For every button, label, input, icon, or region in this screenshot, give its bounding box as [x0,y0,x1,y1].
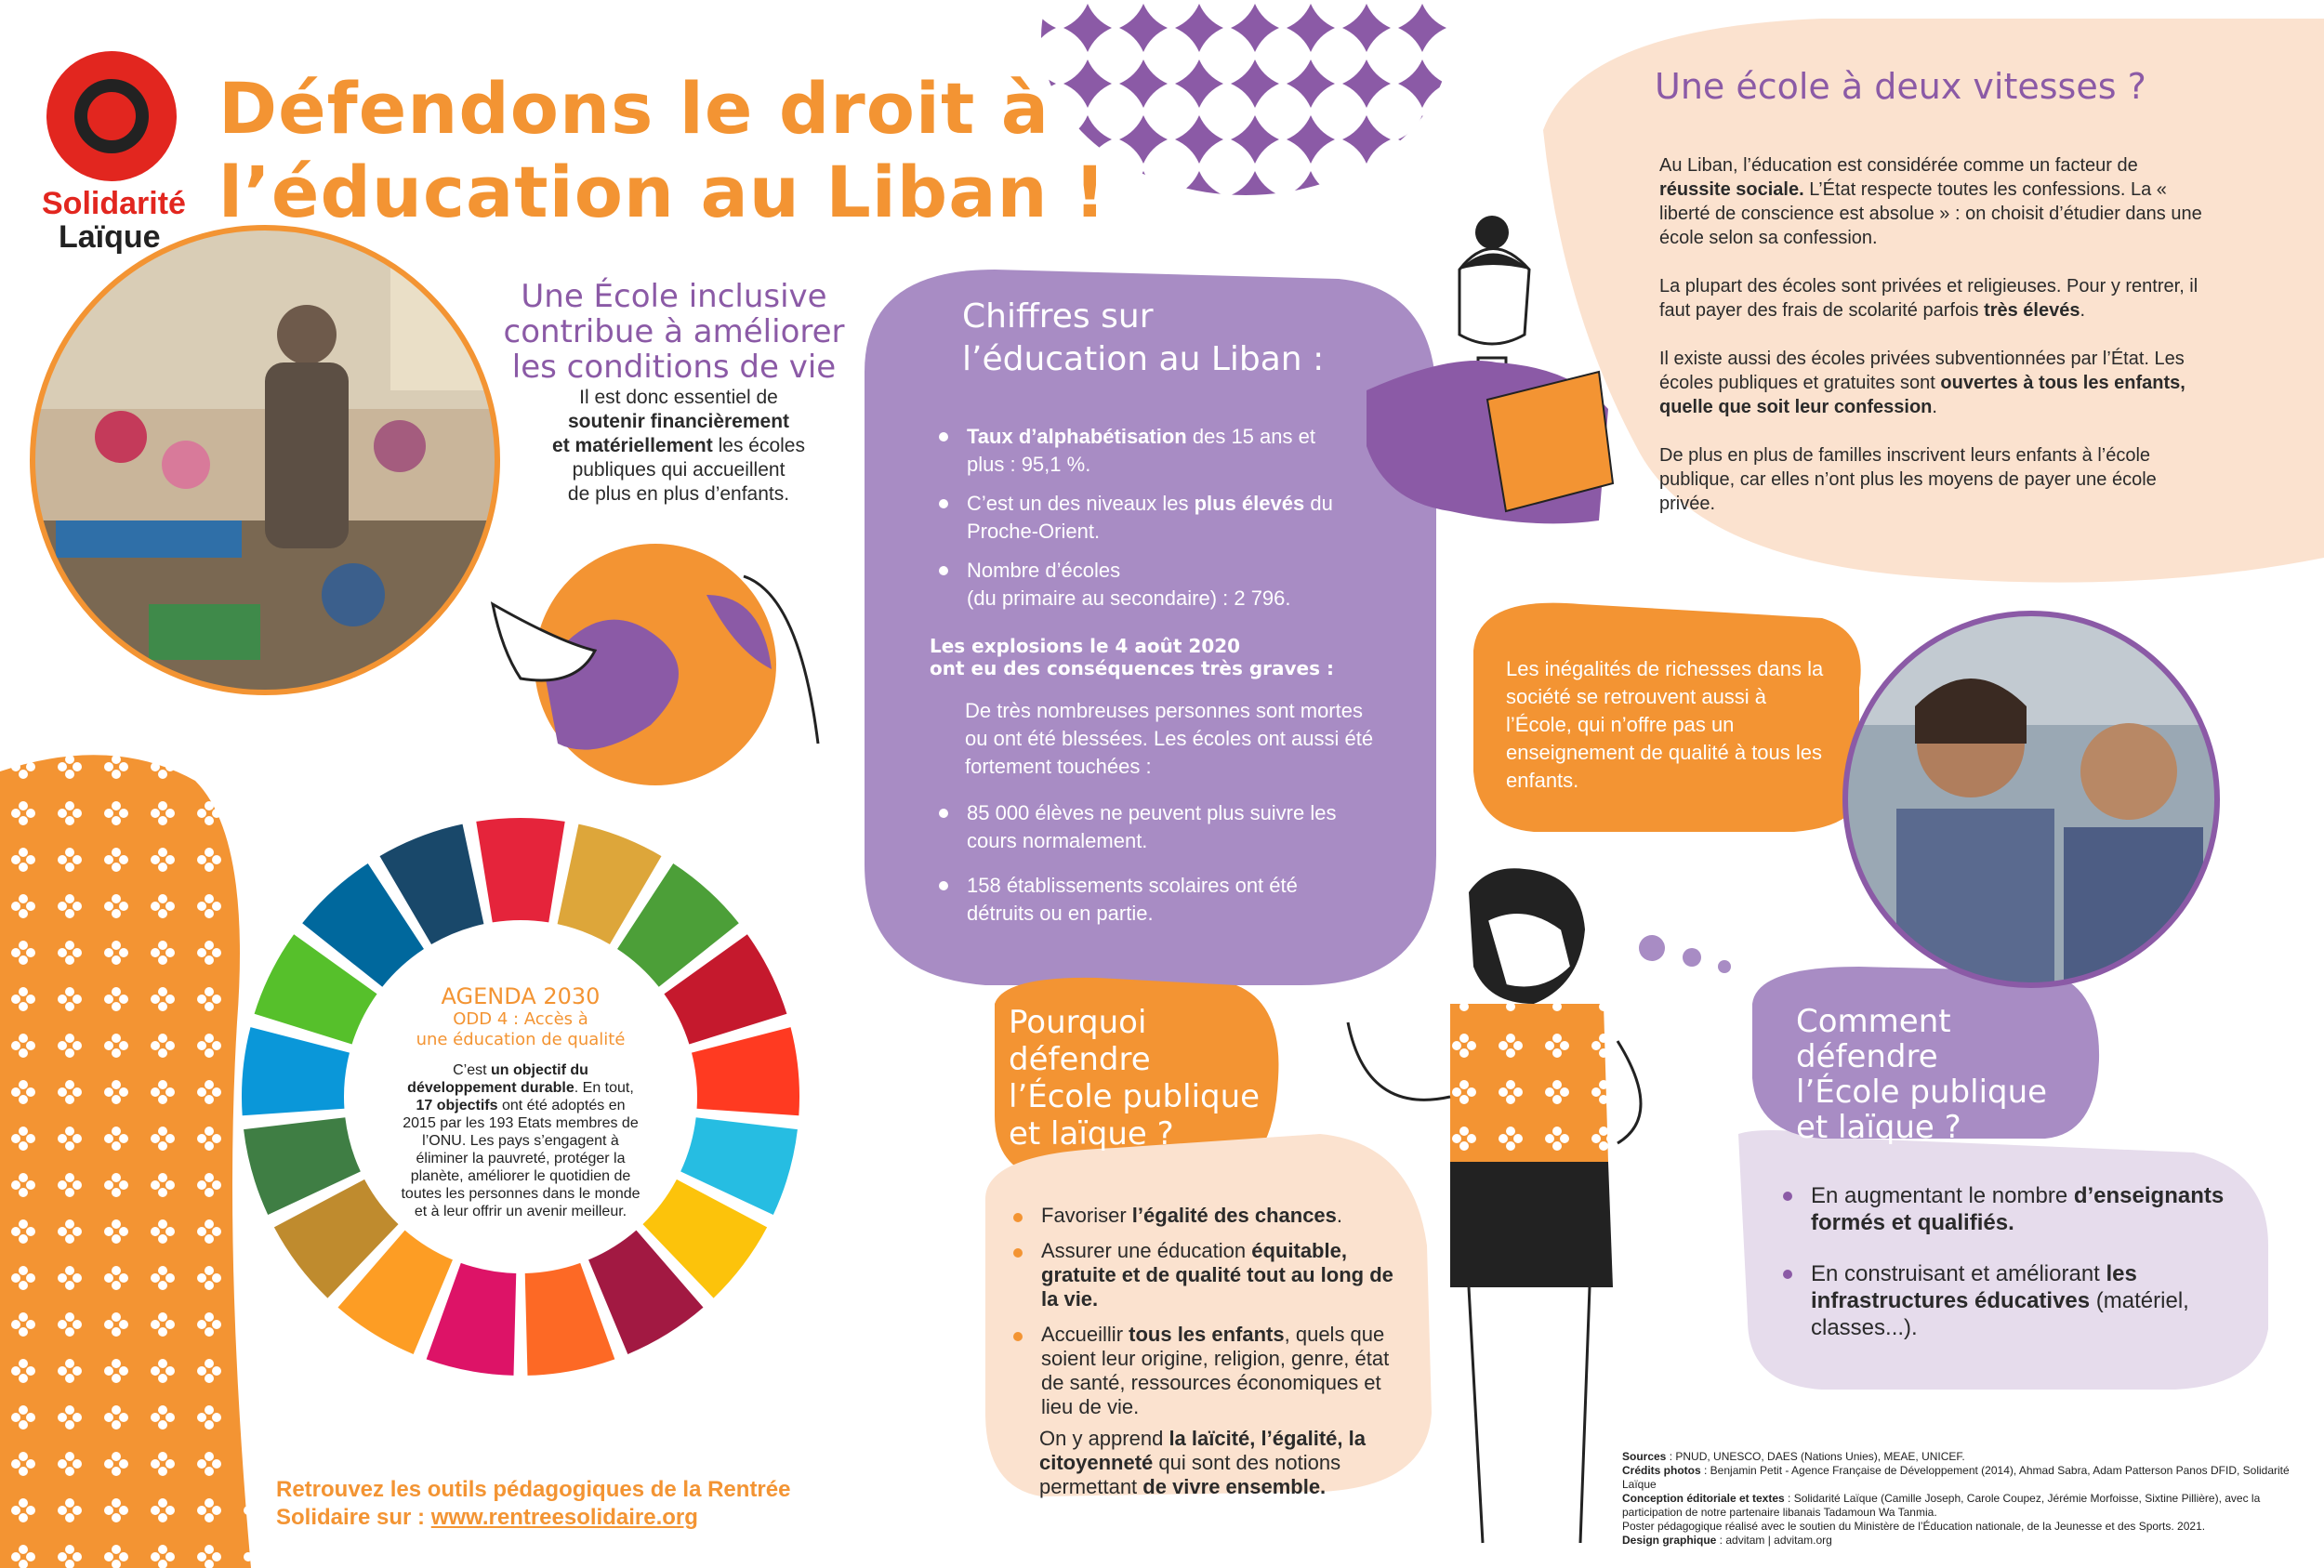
list-item: C’est un des niveaux les plus élevés du Proche-Orient. [939,490,1348,546]
girls-photo [1845,613,2217,995]
list-item: Favoriser l’égalité des chances. [1013,1204,1404,1228]
list-item: Taux d’alphabétisation des 15 ans et plus : 95,1 %. [939,423,1348,479]
inegalites-text: Les inégalités de richesses dans la société se retrouvent aussi à l’École, qui n’offre pas un enseignement de qualité à tous les enfants. [1506,657,1824,792]
inclusive-heading: Une École inclusive contribue à améliorer les conditions de vie [503,278,845,386]
agenda-title: AGENDA 2030 [441,983,601,1009]
comment-list [1783,1182,2229,1352]
vitesses-heading: Une école à deux vitesses ? [1655,66,2146,107]
chiffres-list [939,423,1348,624]
explosions-intro: De très nombreuses personnes sont mortes ou ont été blessées. Les écoles ont aussi été fortement touchées : [965,699,1374,778]
logo-mark [46,51,177,181]
pourquoi-list [1013,1204,1404,1430]
list-item: Accueillir tous les enfants, quels que soient leur origine, religion, genre, état de santé, ressources économiques et lieu de vie. [1013,1323,1404,1419]
logo-line1: Solidarité [42,186,186,221]
chiffres-heading: Chiffres sur l’éducation au Liban : [962,297,1325,378]
footer-text: Retrouvez les outils pédagogiques de la Rentrée Solidaire sur : www.rentreesolidaire.org [276,1477,791,1530]
explosions-heading: Les explosions le 4 août 2020 ont eu des conséquences très graves : [930,635,1334,679]
page-title: Défendons le droit à l’éducation au Liban ! [218,67,1107,233]
list-item: En construisant et améliorant les infrastructures éducatives (matériel, classes...). [1783,1260,2229,1341]
agenda-sub2: une éducation de qualité [416,1030,626,1049]
sdg-segment [242,1027,350,1115]
logo-line2: Laïque [59,219,161,255]
sdg-segment [476,818,564,922]
list-item: Nombre d’écoles (du primaire au secondaire) : 2 796. [939,557,1348,613]
list-item: En augmentant le nombre d’enseignants formés et qualifiés. [1783,1182,2229,1236]
explosions-list [939,799,1348,939]
pourquoi-heading: Pourquoi défendre l’École publique et laïque ? [1009,1004,1261,1153]
pourquoi-conclusion: On y apprend la laïcité, l’égalité, la citoyenneté qui sont des notions permettant de vivre ensemble. [1039,1427,1366,1498]
list-item: Assurer une éducation équitable, gratuite et de qualité tout au long de la vie. [1013,1239,1404,1311]
agenda-sub1: ODD 4 : Accès à [453,1009,588,1029]
agenda-box [381,983,660,1220]
logo [42,51,186,255]
list-item: 158 établissements scolaires ont été détruits ou en partie. [939,872,1348,928]
comment-heading: Comment défendre l’École publique et laïque ? [1796,1003,2048,1146]
vitesses-text: Au Liban, l’éducation est considérée comme un facteur de réussite sociale. L’État respecte toutes les confessions. La « liberté de conscience est absolue » : on choisit d’étudier dans une école selon sa confession. La plupart des écoles sont privées et religieuses. Pour y rentrer, il faut payer des frais de scolarité parfois très élevés. Il existe aussi des écoles privées subventionnées par l’État. Les écoles publiques et gratuites sont ouvertes à tous les enfants, quelle que soit leur confession. De plus en plus de familles inscrivent leurs enfants à l’école publique, car elles n’ont plus les moyens de payer une école privée. [1659,155,2202,514]
website-link[interactable]: www.rentreesolidaire.org [430,1505,698,1530]
inclusive-text: Il est donc essentiel de soutenir financièrement et matériellement les écoles publiques qui accueillent de plus en plus d’enfants. [552,387,805,505]
agenda-text: C’est un objectif du développement durable. En tout, 17 objectifs ont été adoptés en 2015 par les 193 Etats membres de l’ONU. Les pays s’engagent à éliminer la pauvreté, protéger la planète, améliorer le quotidien de toutes les personnes dans le monde et à leur offrir un avenir meilleur. [401,1062,640,1219]
list-item: 85 000 élèves ne peuvent plus suivre les cours normalement. [939,799,1348,855]
orange-pattern-blob [0,755,251,1568]
sdg-segment [692,1027,799,1115]
credits: Sources : PNUD, UNESCO, DAES (Nations Unies), MEAE, UNICEF. Crédits photos : Benjamin Petit - Agence Française de Développement (2014), Ahmad Sabra, Adam Patterson Panos DFID, Solidarité Laïque Conception éditoriale et textes : Solidarité Laïque (Camille Joseph, Carole Coupez, Jérémie Morfoisse, Sixtine Pillière), avec la participation de notre partenaire libanais Tadamoun Wa Tanmia. Poster pédagogique réalisé avec le soutien du Ministère de l’Éducation nationale, de la Jeunesse et des Sports. 2021. Design graphique : advitam | advitam.org [1622,1450,2290,1547]
